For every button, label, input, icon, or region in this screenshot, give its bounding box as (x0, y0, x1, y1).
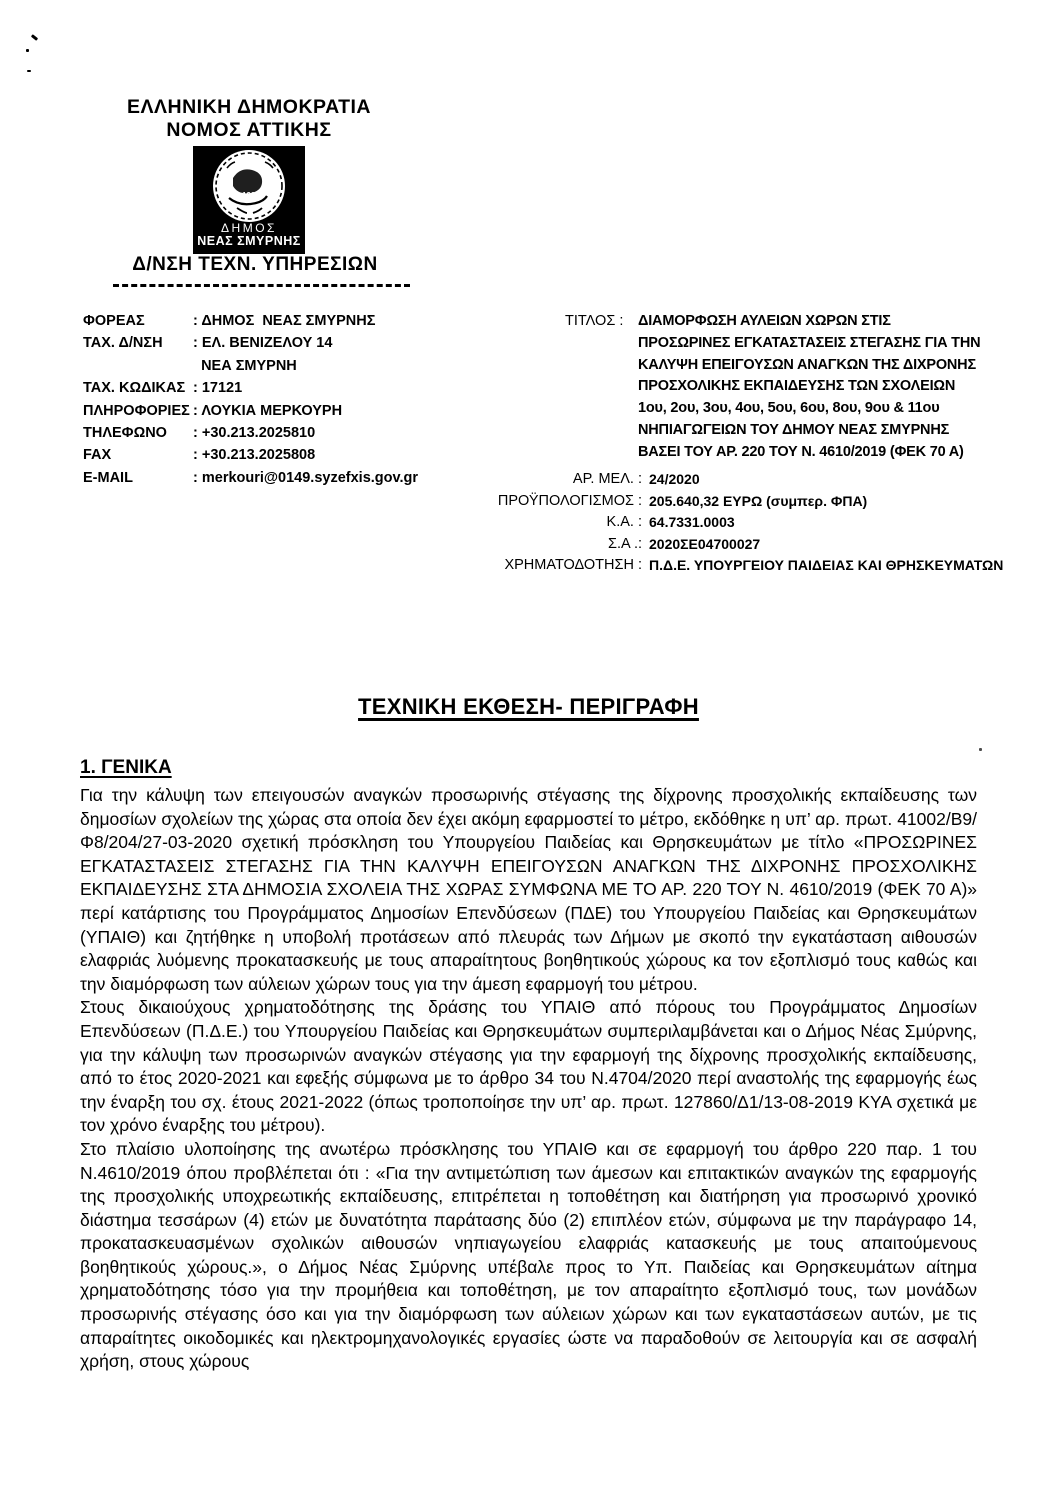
meta-value: 64.7331.0003 (649, 514, 735, 530)
scan-artifact (31, 34, 38, 41)
meta-row-sa (480, 534, 1003, 556)
scan-artifact (26, 49, 29, 52)
body-text (80, 784, 977, 1374)
header-divider (113, 272, 410, 287)
meta-label: ΠΡΟΫΠΟΛΟΓΙΣΜΟΣ : (497, 492, 642, 509)
project-title-block (565, 311, 980, 464)
contact-row-foreas (83, 310, 418, 332)
contact-row-phone (83, 422, 418, 444)
scan-artifact (27, 70, 31, 72)
contact-row-address-2 (83, 355, 418, 377)
paragraph: Στο πλαίσιο υλοποίησης της ανωτέρω πρόσκλησης του ΥΠΑΙΘ και σε εφαρμογή του άρθρο 220 παρ. 1 του Ν.4610/2019 όπου προβλέπεται ότι : «Για την αντιμετώπιση των άμεσων και επιτακτικών αναγκών της εφαρμογής της προσχολικής υποχρεωτικής εκπαίδευσης, επιτρέπεται η τοποθέτηση και διατήρηση για προσωρινό χρονικό διάστημα τεσσάρων (4) ετών με δυνατότητα παράτασης δύο (2) επιπλέον ετών, σύμφωνα με την παράγραφο 14, προκατασκευασμένων σχολικών αιθουσών νηπιαγωγείου ελαφριάς κατασκευής με τους απαιτούμενους βοηθητικούς χώρους.», ο Δήμος Νέας Σμύρνης υπέβαλε προς το Υπ. Παιδείας και Θρησκευμάτων αίτημα χρηματοδότησης τόσο για την προμήθεια και τοποθέτηση, με τον απαραίτητο εξοπλισμό τους, των μονάδων προσωρινής στέγασης όσο και για την διαμόρφωση των αύλειων χώρων και των εγκαταστάσεων αυτών, με τις απαραίτητες οικοδομικές και ηλεκτρομηχανολογικές εργασίες ώστε να παραδοθούν σε λειτουργία και σε ασφαλή χρήση, στους χώρους (80, 1138, 977, 1372)
meta-label: Κ.Α. : (606, 514, 642, 530)
contact-label: ΠΛΗΡΟΦΟΡΙΕΣ (83, 402, 190, 419)
scan-artifact (979, 748, 982, 751)
page-title: ΤΕΧΝΙΚΗ ΕΚΘΕΣΗ- ΠΕΡΙΓΡΑΦΗ (358, 694, 699, 719)
meta-label: ΧΡΗΜΑΤΟΔΟΤΗΣΗ : (504, 557, 642, 573)
department-title: Δ/ΝΣΗ ΤΕΧΝ. ΥΠΗΡΕΣΙΩΝ (132, 254, 378, 275)
meta-label: ΑΡ. ΜΕΛ. : (572, 471, 642, 487)
contact-label: ΤΑΧ. Δ/ΝΣΗ (83, 335, 163, 352)
meta-label: Σ.Α .: (608, 535, 642, 552)
contact-row-fax (83, 444, 418, 466)
project-title-line: ΚΑΛΥΨΗ ΕΠΕΙΓΟΥΣΩΝ ΑΝΑΓΚΩΝ ΤΗΣ ΔΙΧΡΟΝΗΣ (638, 356, 976, 373)
seal-year: 1922 (242, 191, 260, 200)
municipal-seal-icon (193, 146, 305, 224)
contact-label: ΤΗΛΕΦΩΝΟ (83, 425, 167, 442)
contact-value: : ΕΛ. ΒΕΝΙΖΕΛΟΥ 14 (193, 335, 333, 352)
seal-label-bottom: ΝΕΑΣ ΣΜΥΡΝΗΣ (197, 234, 301, 248)
prefecture-title: ΝΟΜΟΣ ΑΤΤΙΚΗΣ (166, 119, 332, 141)
meta-row-funding (480, 555, 1003, 577)
project-title-line: 1ου, 2ου, 3ου, 4ου, 5ου, 6ου, 8ου, 9ου & 11ου (638, 400, 940, 417)
meta-row-study-number (480, 469, 1003, 491)
meta-value: 24/2020 (649, 471, 700, 487)
contact-value: : 17121 (193, 380, 243, 397)
contact-value: ΝΕΑ ΣΜΥΡΝΗ (193, 357, 297, 374)
contact-value: : ΔΗΜΟΣ ΝΕΑΣ ΣΜΥΡΝΗΣ (193, 313, 376, 329)
contact-label: E-MAIL (83, 469, 133, 486)
project-title-line: ΠΡΟΣΩΡΙΝΕΣ ΕΓΚΑΤΑΣΤΑΣΕΙΣ ΣΤΕΓΑΣΗΣ ΓΙΑ ΤΗΝ (638, 334, 981, 351)
paragraph: Για την κάλυψη των επειγουσών αναγκών προσωρινής στέγασης της δίχρονης προσχολικής εκπαίδευσης των δημοσίων σχολείων της χώρας στα οποία δεν έχει ακόμη εφαρμοστεί το μέτρο, εκδόθηκε η υπ’ αρ. πρωτ. 41002/Β9/Φ8/204/27-03-2020 σχετική πρόσκληση του Υπουργείου Παιδείας και Θρησκευμάτων με τίτλο «ΠΡΟΣΩΡΙΝΕΣ ΕΓΚΑΤΑΣΤΑΣΕΙΣ ΣΤΕΓΑΣΗΣ ΓΙΑ ΤΗΝ ΚΑΛΥΨΗ ΕΠΕΙΓΟΥΣΩΝ ΑΝΑΓΚΩΝ ΤΗΣ ΔΙΧΡΟΝΗΣ ΠΡΟΣΧΟΛΙΚΗΣ ΕΚΠΑΙΔΕΥΣΗΣ ΣΤΑ ΔΗΜΟΣΙΑ ΣΧΟΛΕΙΑ ΤΗΣ ΧΩΡΑΣ ΣΥΜΦΩΝΑ ΜΕ ΤΟ ΑΡ. 220 ΤΟΥ Ν. 4610/2019 (ΦΕΚ 70 Α)» περί κατάρτισης του Προγράμματος Δημοσίων Επενδύσεων (ΠΔΕ) του Υπουργείου Παιδείας και Θρησκευμάτων (ΥΠΑΙΘ) και ζητήθηκε η υποβολή προτάσεων από πλευράς των Δήμων με σκοπό την εγκατάσταση αιθουσών ελαφριάς λυόμενης προκατασκευής με τους απαραίτητους βοηθητικούς χώρους κα τον εξοπλισμό τους καθώς και την διαμόρφωση των αύλειων χώρων τους για την άμεση εφαρμογή του μέτρου. (80, 785, 977, 994)
meta-value: 2020ΣΕ04700027 (649, 535, 761, 552)
contact-value: : ΛΟΥΚΙΑ ΜΕΡΚΟΥΡΗ (193, 402, 343, 419)
municipal-seal (193, 146, 305, 254)
header (99, 96, 399, 142)
paragraph: Στους δικαιούχους χρηματοδότησης της δράσης του ΥΠΑΙΘ από πόρους του Προγράμματος Δημοσίων Επενδύσεων (Π.Δ.Ε.) του Υπουργείου Παιδείας και Θρησκευμάτων συμπεριλαμβάνεται και ο Δήμος Νέας Σμύρνης, για την κάλυψη των προσωρινών αναγκών στέγασης για την εφαρμογή της δίχρονης προσχολικής εκπαίδευσης, από το έτος 2020-2021 και εφεξής σύμφωνα με το άρθρο 34 του Ν.4704/2020 περί αναστολής της εφαρμογής έως την έναρξη του σχ. έτους 2021-2022 (όπως τροποποίησε την υπ’ αρ. πρωτ. 127860/Δ1/13-08-2019 ΚΥΑ σχετικά με τον χρόνο έναρξης του μέτρου). (80, 997, 977, 1136)
contact-value: : +30.213.2025808 (193, 447, 316, 464)
seal-label-top: ΔΗΜΟΣ (221, 221, 277, 235)
contact-label: ΤΑΧ. ΚΩΔΙΚΑΣ (83, 380, 186, 397)
meta-value: 205.640,32 ΕΥΡΩ (συμπερ. ΦΠΑ) (649, 492, 868, 509)
project-meta-block (480, 469, 1003, 577)
contact-label: ΦΟΡΕΑΣ (83, 313, 145, 329)
meta-row-ka (480, 512, 1003, 534)
contact-row-info (83, 400, 418, 422)
contact-value: : merkouri@0149.syzefxis.gov.gr (193, 469, 419, 486)
contact-value: : +30.213.2025810 (193, 425, 316, 442)
project-title-line: ΔΙΑΜΟΡΦΩΣΗ ΑΥΛΕΙΩΝ ΧΩΡΩΝ ΣΤΙΣ (638, 313, 891, 329)
project-title-line: ΒΑΣΕΙ ΤΟΥ ΑΡ. 220 ΤΟΥ Ν. 4610/2019 (ΦΕΚ 70 Α) (638, 443, 964, 460)
contact-row-address (83, 332, 418, 354)
republic-title: ΕΛΛΗΝΙΚΗ ΔΗΜΟΚΡΑΤΙΑ (127, 96, 371, 118)
project-title-line: ΠΡΟΣΧΟΛΙΚΗΣ ΕΚΠΑΙΔΕΥΣΗΣ ΤΩΝ ΣΧΟΛΕΙΩΝ (638, 378, 956, 395)
contact-label (83, 355, 193, 377)
contact-block (83, 310, 418, 489)
contact-row-email (83, 467, 418, 489)
contact-label: FAX (83, 447, 112, 464)
project-title-label: ΤΙΤΛΟΣ : (565, 313, 624, 329)
section-heading-genika: 1. ΓΕΝΙΚΑ (80, 757, 172, 778)
doc-title-wrap (80, 694, 977, 720)
contact-row-postcode (83, 377, 418, 399)
project-title-line: ΝΗΠΙΑΓΩΓΕΙΩΝ ΤΟΥ ΔΗΜΟΥ ΝΕΑΣ ΣΜΥΡΝΗΣ (638, 421, 950, 438)
project-title (638, 311, 980, 464)
meta-row-budget (480, 491, 1003, 513)
meta-value: Π.Δ.Ε. ΥΠΟΥΡΓΕΙΟΥ ΠΑΙΔΕΙΑΣ ΚΑΙ ΘΡΗΣΚΕΥΜΑΤΩΝ (649, 557, 1004, 573)
